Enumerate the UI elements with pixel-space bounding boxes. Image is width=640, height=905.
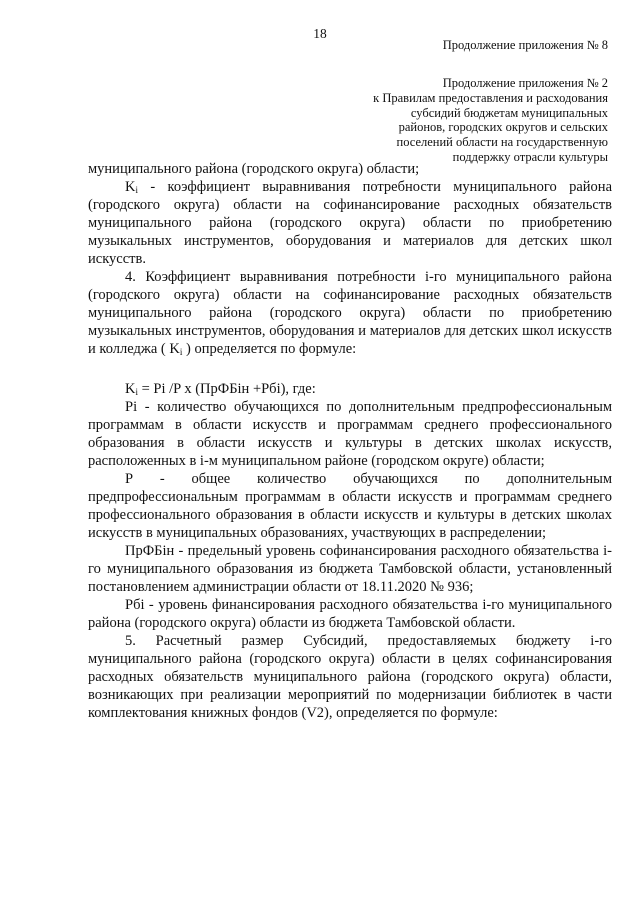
ki-definition-text: - коэффициент выравнивания потребности муниципального района (городского округа) области на софинансирование расходных обязательств муниципального района (городского округа) области по приобретению музыкальных инструментов, оборудования и материалов для детских школ искусств.: [88, 179, 612, 267]
spacer: [88, 358, 612, 380]
paragraph-pi-definition: Pi - количество обучающихся по дополнительным предпрофессиональным программам в области искусств и программам среднего профессионального образования в области искусств и культуры в детских школах искусств, расположенных в i-м муниципальном районе (городском округе) области;: [88, 399, 612, 469]
ki-symbol: K: [169, 341, 180, 357]
appendix-8-continuation: Продолжение приложения № 8: [442, 38, 608, 52]
formula-subscript: i: [135, 387, 138, 397]
formula-text: = Pi /P x (ПрФБiн +Рбi), где:: [138, 381, 316, 397]
ki-symbol: K: [125, 179, 136, 195]
page-number: 18: [313, 26, 327, 41]
appendix-2-line: районов, городских округов и сельских: [398, 120, 608, 135]
appendix-2-header: [373, 76, 608, 165]
paragraph-rbi-definition: Рбi - уровень финансирования расходного обязательства i-го муниципального района (городского округа) области из бюджета Тамбовской области.: [88, 597, 612, 631]
appendix-2-line: субсидий бюджетам муниципальных: [410, 105, 608, 120]
appendix-2-line: поселений области на государственную: [396, 135, 608, 150]
ki-subscript: i: [179, 347, 183, 357]
ki-subscript: i: [135, 185, 138, 195]
paragraph: муниципального района (городского округа) области;: [88, 161, 420, 177]
appendix-2-line: Продолжение приложения № 2: [442, 76, 608, 90]
formula-ki: [88, 380, 612, 398]
formula-symbol: K: [125, 381, 136, 397]
paragraph-ki-definition: [88, 178, 612, 268]
paragraph-p-definition: Р - общее количество обучающихся по дополнительным предпрофессиональным программам в области искусств и программам среднего профессионального образования в области искусств и культуры в детских школах искусств в муниципальных образованиях, участвующих в распределении;: [88, 471, 612, 541]
appendix-2-line: к Правилам предоставления и расходования: [373, 90, 608, 105]
section-4-text: 4. Коэффициент выравнивания потребности i-го муниципального района (городского округа) области на софинансирование расходных обязательств муниципального района (городского округа) области по приобретению музыкальных инструментов, оборудования и материалов для детских школ искусств и колледжа (: [88, 269, 612, 357]
appendix-2-line: поддержку отрасли культуры: [452, 149, 608, 164]
paragraph-prfbin-definition: ПрФБiн - предельный уровень софинансирования расходного обязательства i-го муниципального образования из бюджета Тамбовской области, установленный постановлением администрации области от 18.11.2020 № 936;: [88, 543, 612, 595]
paragraph-section-5: 5. Расчетный размер Субсидий, предоставляемых бюджету i-го муниципального района (городского округа) области в целях софинансирования расходных обязательств муниципального района (городского округа) области, возникающих при реализации мероприятий по модернизации библиотек в части комплектования книжных фондов (V2), определяется по формуле:: [88, 633, 612, 721]
document-body: [88, 160, 612, 722]
paragraph-section-4: [88, 268, 612, 358]
section-4-end: ) определяется по формуле:: [182, 341, 357, 357]
